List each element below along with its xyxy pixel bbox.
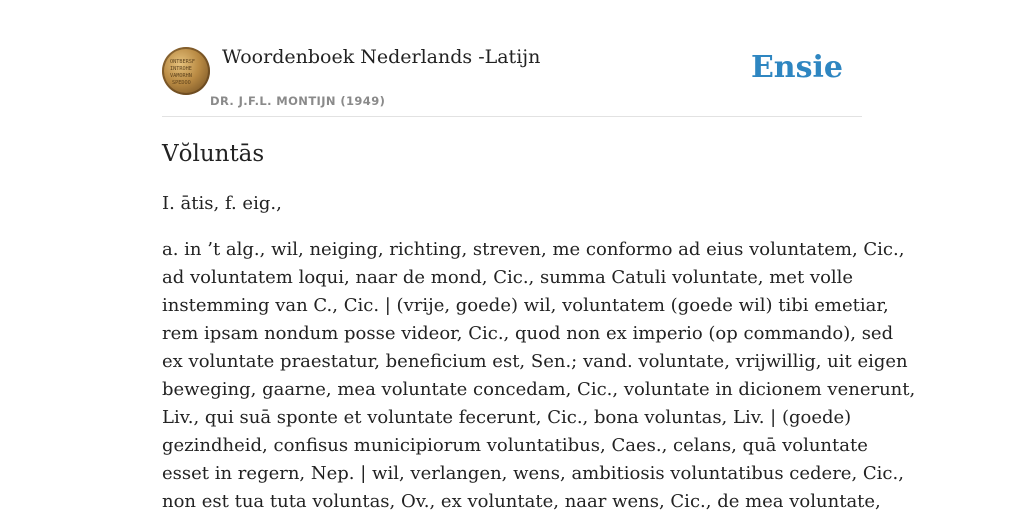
definition-text [162,236,916,512]
definition-line: non est tua tuta voluntas, Ov., ex voluntate, naar wens, Cic., de mea voluntate, [162,491,881,512]
coin-line-3: VAMORHN [170,73,192,79]
grammar-info: I. ātis, f. eig., [162,193,282,214]
definition-line: gezindheid, confisus municipiorum voluntatibus, Caes., celans, quā voluntate [162,435,868,456]
definition-line: instemming van C., Cic. | (vrije, goede) wil, voluntatem (goede wil) tibi emetiar, [162,295,889,316]
source-author: DR. J.F.L. MONTIJN (1949) [210,94,386,108]
definition-line: esset in regern, Nep. | wil, verlangen, wens, ambitiosis voluntatibus cedere, Cic., [162,463,904,484]
definition-line: Liv., qui suā sponte et voluntate fecerunt, Cic., bona voluntas, Liv. | (goede) [162,407,852,428]
source-title[interactable]: Woordenboek Nederlands -Latijn [222,46,541,68]
coin-line-4: SPEDOO [172,80,191,86]
coin-logo [162,47,210,95]
definition-line: rem ipsam nondum posse videor, Cic., quod non ex imperio (op commando), sed [162,323,894,344]
coin-line-2: INTROHE [170,66,192,72]
definition-line: ad voluntatem loqui, naar de mond, Cic., summa Catuli voluntate, met volle [162,267,854,288]
definition-line: a. in ’t alg., wil, neiging, richting, streven, me conformo ad eius voluntatem, Cic., [162,239,905,260]
coin-line-1: ONTBERSF [170,59,195,65]
definition-line: beweging, gaarne, mea voluntate concedam, Cic., voluntate in dicionem venerunt, [162,379,916,400]
definition-line: ex voluntate praestatur, beneficium est, Sen.; vand. voluntate, vrijwillig, uit eigen [162,351,908,372]
page-header [162,44,862,117]
dictionary-entry [162,138,916,512]
headword: Vŏluntās [162,141,265,167]
brand-logo[interactable]: Ensie [750,50,843,85]
